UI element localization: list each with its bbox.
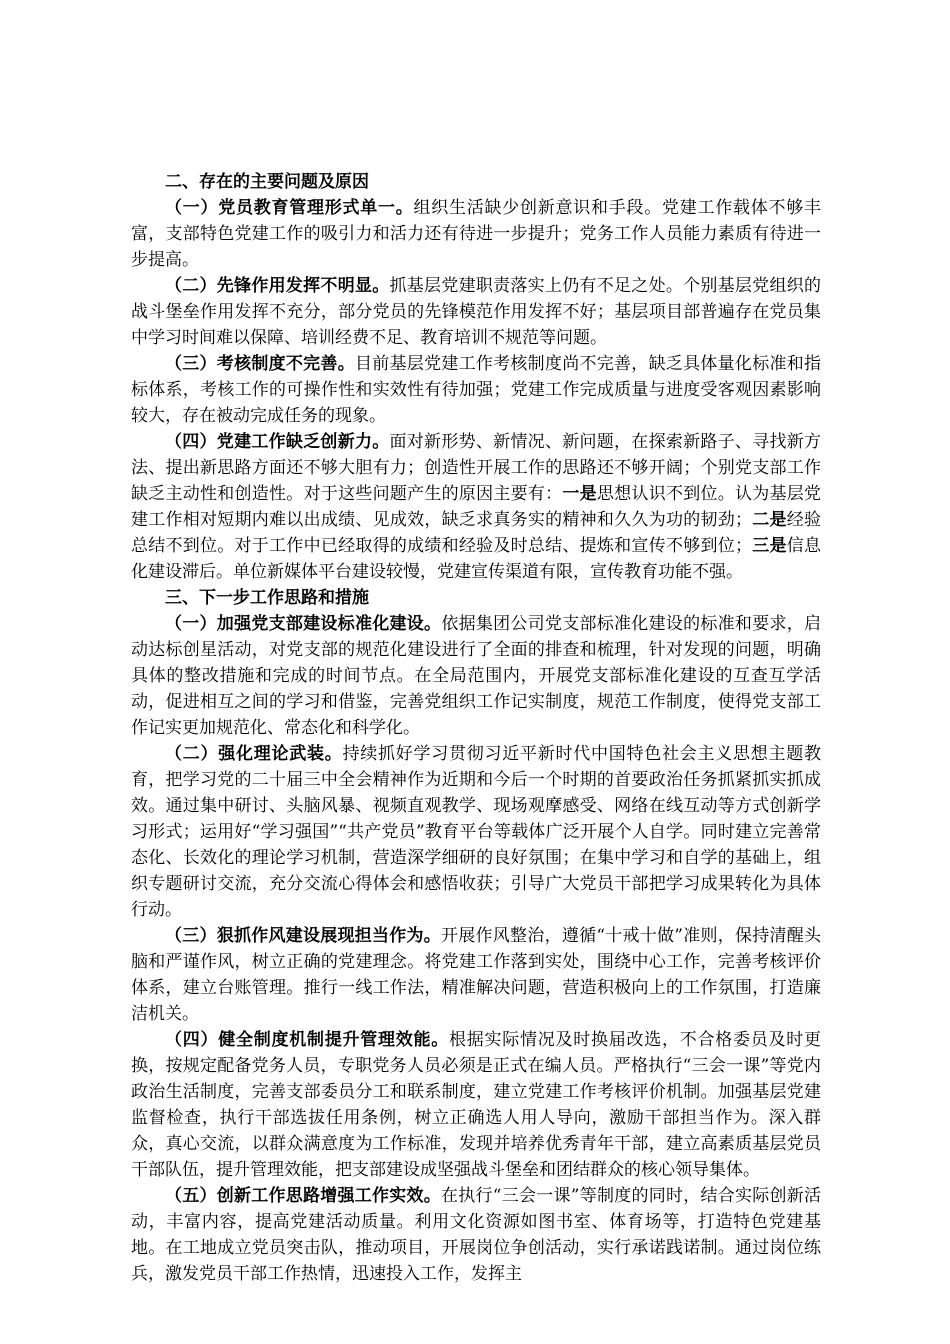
paragraph-measure-5 [131,1183,821,1287]
paragraph-text: 根据实际情况及时换届改选，不合格委员及时更换，按规定配备党务人员，专职党务人员必须是正式在编人员。严格执行“三会一课”等党内政治生活制度，完善支部委员分工和联系制度，建立党建工作考核评价机制。加强基层党建监督检查，执行干部选拔任用条例，树立正确选人用人导向，激励干部担当作为。深入群众，真心交流，以群众满意度为工作标准，发现并培养优秀青年干部，建立高素质基层党员干部队伍，提升管理效能，把支部建设成坚强战斗堡垒和团结群众的核心领导集体。 [131,1030,821,1180]
paragraph-text: 持续抓好学习贯彻习近平新时代中国特色社会主义思想主题教育，把学习党的二十届三中全会精神作为近期和今后一个时期的首要政治任务抓紧抓实抓成效。通过集中研讨、头脑风暴、视频直观教学、现场观摩感受、网络在线互动等方式创新学习形式；运用好“学习强国”“共产党员”教育平台等载体广泛开展个人自学。同时建立完善常态化、长效化的理论学习机制，营造深学细研的良好氛围；在集中学习和自学的基础上，组织专题研讨交流，充分交流心得体会和感悟收获；引导广大党员干部把学习成果转化为具体行动。 [131,744,821,920]
paragraph-title: （三）狠抓作风建设展现担当作为。 [165,926,442,946]
paragraph-text: 信息化建设滞后。单位新媒体平台建设较慢，党建宣传渠道有限，宣传教育功能不强。 [131,536,822,582]
paragraph-title: （二）强化理论武装。 [165,744,343,764]
paragraph-measure-2 [131,741,821,923]
paragraph-problem-3 [131,351,821,429]
paragraph-text: 在执行“三会一课”等制度的同时，结合实际创新活动，丰富内容，提高党建活动质量。利用文化资源如图书室、体育场等，打造特色党建基地。在工地成立党员突击队，推动项目，开展岗位争创活动，实行承诺践诺制。通过岗位练兵，激发党员干部工作热情，迅速投入工作，发挥主 [131,1186,821,1284]
paragraph-measure-1 [131,611,821,741]
paragraph-text: 组织生活缺少创新意识和手段。党建工作载体不够丰富，支部特色党建工作的吸引力和活力还有待进一步提升；党务工作人员能力素质有待进一步提高。 [131,198,821,270]
paragraph-measure-4 [131,1027,821,1183]
paragraph-problem-2 [131,273,821,351]
paragraph-title: （一）加强党支部建设标准化建设。 [165,614,442,634]
reason-marker-1: 一是 [562,484,597,504]
paragraph-text: 抓基层党建职责落实上仍有不足之处。个别基层党组织的战斗堡垒作用发挥不充分，部分党员的先锋模范作用发挥不好；基层项目部普遍存在党员集中学习时间难以保障、培训经费不足、教育培训不规范等问题。 [131,276,822,348]
paragraph-title: （二）先锋作用发挥不明显。 [165,276,390,296]
paragraph-title: （三）考核制度不完善。 [165,354,355,374]
reason-marker-2: 二是 [751,510,787,530]
paragraph-title: （一）党员教育管理形式单一。 [165,198,414,218]
paragraph-title: （五）创新工作思路增强工作实效。 [165,1186,442,1206]
paragraph-problem-4 [131,429,821,585]
paragraph-title: （四）党建工作缺乏创新力。 [165,432,390,452]
paragraph-text: 思想认识不到位。认为基层党建工作相对短期内难以出成绩、见成效，缺乏求真务实的精神和久久为功的韧劲； [131,484,822,530]
section-heading-problems: 二、存在的主要问题及原因 [165,172,369,192]
paragraph-problem-1 [131,195,821,273]
reason-marker-3: 三是 [751,536,787,556]
paragraph-text: 依据集团公司党支部标准化建设的标准和要求，启动达标创星活动，对党支部的规范化建设进行了全面的排查和梳理，针对发现的问题，明确具体的整改措施和完成的时间节点。在全局范围内，开展党支部标准化建设的互查互学活动，促进相互之间的学习和借鉴，完善党组织工作记实制度，规范工作制度，使得党支部工作记实更加规范化、常态化和科学化。 [131,614,822,738]
paragraph-text: 开展作风整治，遵循“十戒十做”准则，保持清醒头脑和严谨作风，树立正确的党建理念。将党建工作落到实处，围绕中心工作，完善考核评价体系，建立台账管理。推行一线工作法，精准解决问题，营造积极向上的工作氛围，打造廉洁机关。 [131,926,821,1024]
paragraph-text: 面对新形势、新情况、新问题，在探索新路子、寻找新方法、提出新思路方面还不够大胆有力；创造性开展工作的思路还不够开阔；个别党支部工作缺乏主动性和创造性。对于这些问题产生的原因主要有： [131,432,822,504]
paragraph-measure-3 [131,923,821,1027]
section-heading-measures: 三、下一步工作思路和措施 [165,588,369,608]
document-page [131,169,821,1287]
paragraph-text: 经验总结不到位。对于工作中已经取得的成绩和经验及时总结、提炼和宣传不够到位； [131,510,822,556]
paragraph-title: （四）健全制度机制提升管理效能。 [165,1030,449,1050]
paragraph-text: 目前基层党建工作考核制度尚不完善，缺乏具体量化标准和指标体系，考核工作的可操作性和实效性有待加强；党建工作完成质量与进度受客观因素影响较大，存在被动完成任务的现象。 [131,354,822,426]
